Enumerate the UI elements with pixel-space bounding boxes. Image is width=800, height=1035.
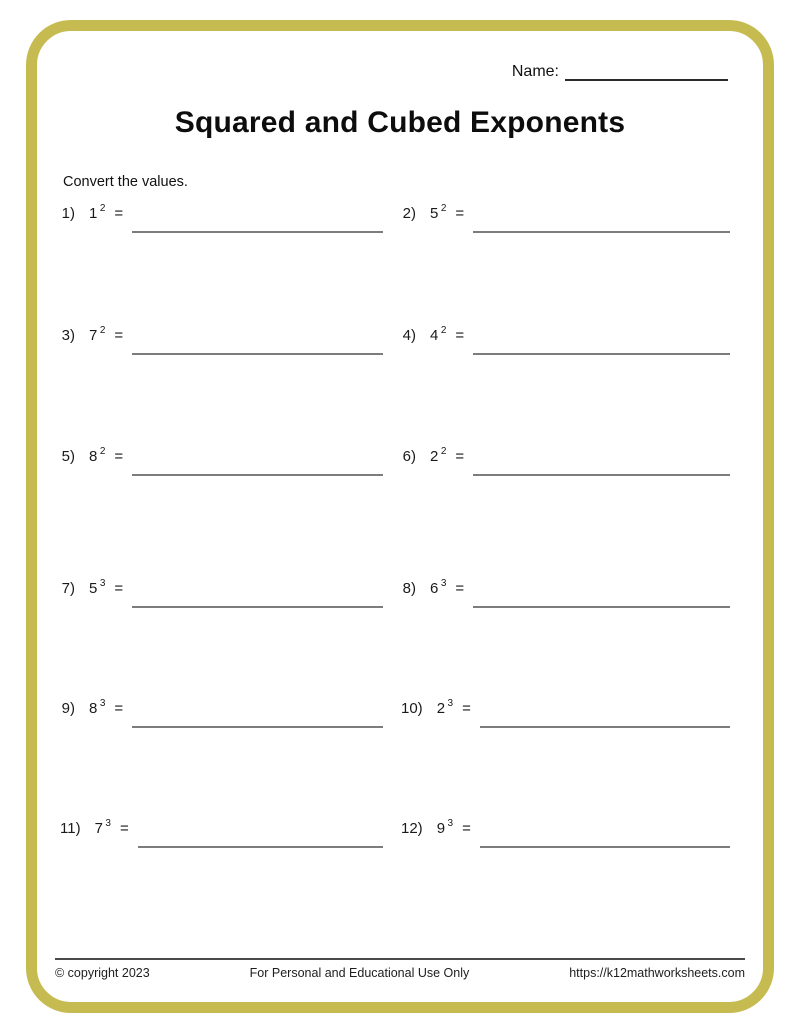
exponent-expression — [89, 700, 105, 717]
problem-12 — [401, 820, 730, 848]
equals-sign: = — [119, 820, 129, 837]
base-number: 6 — [430, 580, 439, 597]
answer-blank[interactable] — [132, 726, 383, 728]
usage-text: For Personal and Educational Use Only — [249, 966, 470, 980]
problem-number: 9) — [61, 700, 75, 717]
exponent-expression — [430, 205, 446, 222]
equals-sign: = — [114, 448, 124, 465]
exponent: 3 — [99, 698, 106, 709]
equals-sign: = — [462, 820, 471, 837]
base-number: 4 — [430, 327, 439, 344]
instruction-text: Convert the values. — [63, 174, 188, 190]
exponent: 2 — [99, 325, 106, 336]
equals-sign: = — [114, 205, 124, 222]
exponent-expression — [89, 448, 105, 465]
problem-number: 11) — [60, 820, 81, 837]
problems-list — [60, 205, 730, 848]
exponent-expression — [89, 580, 105, 597]
problem-row — [60, 205, 730, 233]
equals-sign: = — [455, 327, 465, 344]
problem-9 — [60, 700, 383, 728]
exponent: 3 — [447, 818, 454, 829]
name-row — [512, 60, 728, 81]
base-number: 8 — [89, 700, 98, 717]
equals-sign: = — [455, 205, 465, 222]
equals-sign: = — [114, 700, 124, 717]
equals-sign: = — [114, 327, 124, 344]
problem-number: 3) — [61, 327, 75, 344]
answer-blank[interactable] — [132, 606, 383, 608]
problem-number: 2) — [402, 205, 416, 222]
exponent-expression — [430, 448, 446, 465]
problem-2 — [401, 205, 730, 233]
exponent: 3 — [447, 698, 454, 709]
equals-sign: = — [455, 580, 465, 597]
base-number: 7 — [89, 327, 98, 344]
copyright-text: © copyright 2023 — [55, 966, 150, 980]
exponent-expression — [430, 580, 446, 597]
exponent: 2 — [99, 446, 106, 457]
problem-row — [60, 448, 730, 476]
answer-blank[interactable] — [132, 231, 383, 233]
problem-5 — [60, 448, 383, 476]
base-number: 7 — [94, 820, 103, 837]
exponent-expression — [430, 327, 446, 344]
answer-blank[interactable] — [473, 474, 730, 476]
answer-blank[interactable] — [132, 353, 383, 355]
equals-sign: = — [114, 580, 124, 597]
equals-sign: = — [462, 700, 471, 717]
footer-divider — [55, 958, 745, 960]
problem-number: 8) — [402, 580, 416, 597]
exponent: 2 — [440, 325, 447, 336]
exponent: 2 — [99, 203, 106, 214]
problem-11 — [60, 820, 383, 848]
problem-number: 12) — [401, 820, 423, 837]
answer-blank[interactable] — [132, 474, 383, 476]
base-number: 5 — [89, 580, 98, 597]
problem-1 — [60, 205, 383, 233]
exponent: 3 — [440, 578, 447, 589]
answer-blank[interactable] — [473, 231, 730, 233]
problem-row — [60, 820, 730, 848]
problem-number: 1) — [61, 205, 75, 222]
problem-number: 6) — [402, 448, 416, 465]
problem-6 — [401, 448, 730, 476]
problem-3 — [60, 327, 383, 355]
exponent: 2 — [440, 446, 447, 457]
problem-row — [60, 580, 730, 608]
base-number: 2 — [436, 700, 446, 717]
answer-blank[interactable] — [473, 353, 730, 355]
equals-sign: = — [455, 448, 465, 465]
exponent-expression — [89, 327, 105, 344]
footer — [55, 958, 745, 980]
problem-10 — [401, 700, 730, 728]
problem-number: 5) — [61, 448, 75, 465]
base-number: 1 — [89, 205, 98, 222]
problem-number: 10) — [401, 700, 423, 717]
exponent-expression — [437, 700, 453, 717]
page-title: Squared and Cubed Exponents — [174, 106, 626, 139]
name-label: Name: — [511, 63, 559, 80]
answer-blank[interactable] — [480, 846, 730, 848]
answer-blank[interactable] — [480, 726, 730, 728]
answer-blank[interactable] — [473, 606, 730, 608]
base-number: 8 — [89, 448, 98, 465]
exponent-expression — [89, 205, 105, 222]
problem-8 — [401, 580, 730, 608]
problem-number: 4) — [402, 327, 416, 344]
exponent: 3 — [99, 578, 106, 589]
problem-row — [60, 327, 730, 355]
problem-7 — [60, 580, 383, 608]
base-number: 2 — [430, 448, 439, 465]
name-blank[interactable] — [565, 60, 728, 81]
base-number: 5 — [430, 205, 439, 222]
website-url[interactable]: https://k12mathworksheets.com — [569, 966, 745, 980]
problem-4 — [401, 327, 730, 355]
problem-number: 7) — [61, 580, 75, 597]
answer-blank[interactable] — [138, 846, 383, 848]
exponent: 2 — [440, 203, 447, 214]
exponent-expression — [437, 820, 453, 837]
exponent-expression — [95, 820, 111, 837]
base-number: 9 — [436, 820, 446, 837]
problem-row — [60, 700, 730, 728]
exponent: 3 — [105, 818, 111, 829]
